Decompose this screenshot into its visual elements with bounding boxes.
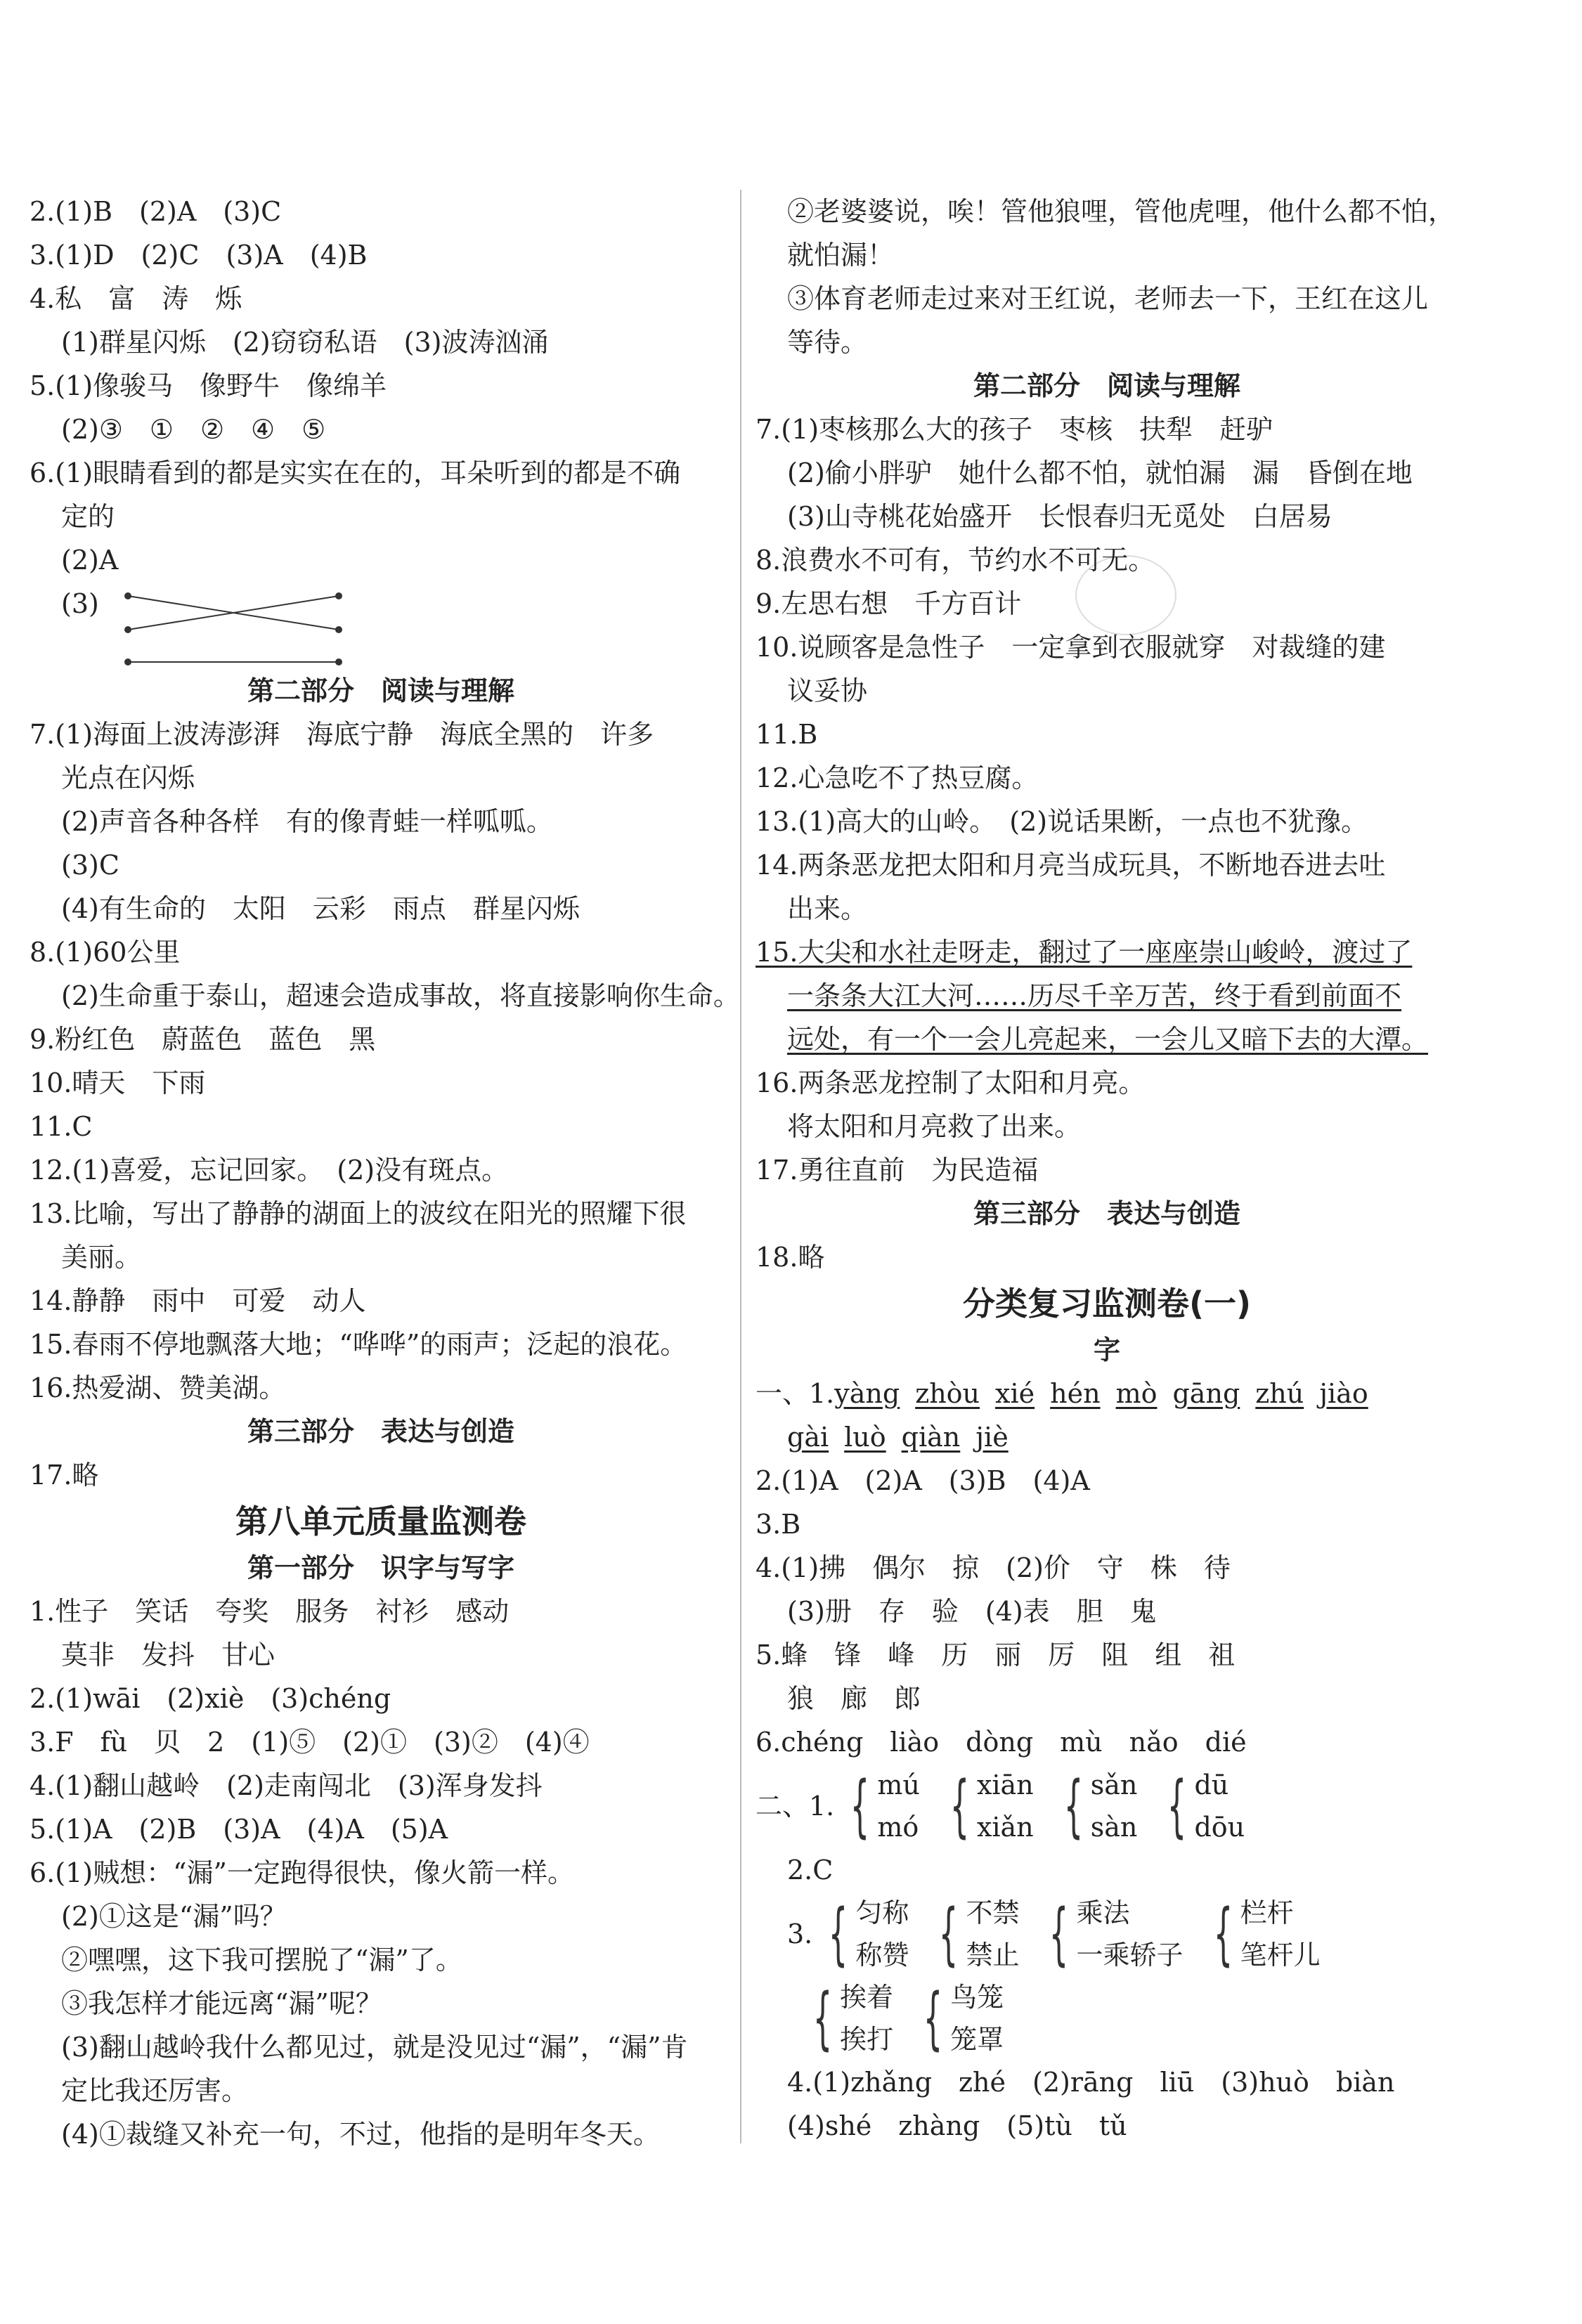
brace-item: 称赞 [855, 1940, 909, 1971]
answer-line: 14.两条恶龙把太阳和月亮当成玩具，不断地吞进去吐 [756, 850, 1386, 881]
pinyin-answer: yàng [834, 1378, 900, 1409]
answer-line: (4)shé zhàng (5)tù tǔ [787, 2110, 1127, 2141]
brace-item: 挨着 [840, 1982, 894, 2013]
answer-line: 定比我还厉害。 [61, 2075, 249, 2106]
brace-item: 不禁 [966, 1897, 1020, 1928]
brace-question [756, 1892, 1458, 1976]
answer-line: ③体育老师走过来对王红说，老师去一下，王红在这儿 [787, 283, 1429, 314]
brace-item: mó [877, 1812, 919, 1843]
brace-item: 栏杆 [1240, 1897, 1294, 1928]
answer-line: (2)声音各种各样 有的像青蛙一样呱呱。 [61, 806, 553, 837]
brace-item: 笔杆儿 [1240, 1940, 1321, 1971]
answer-line: 17.勇往直前 为民造福 [756, 1155, 1039, 1186]
answer-line: (2)偷小胖驴 她什么都不怕，就怕漏 漏 昏倒在地 [787, 457, 1413, 488]
answer-line: 5.(1)A (2)B (3)A (4)A (5)A [30, 1814, 448, 1845]
pinyin-row [756, 1372, 1458, 1415]
answer-line: 3.B [756, 1509, 801, 1540]
brace-group: { xiān xiǎn [938, 1764, 1034, 1848]
section-heading-reading: 第二部分 阅读与理解 [247, 675, 514, 706]
answer-line: (3)册 存 验 (4)表 胆 鬼 [787, 1596, 1157, 1627]
answer-line: 一条条大江大河……历尽千辛万苦，终于看到前面不 [787, 980, 1402, 1011]
brace-item: 挨打 [840, 2024, 894, 2055]
pinyin-answer: luò [844, 1422, 886, 1453]
brace-item: 匀称 [855, 1897, 909, 1928]
right-column [756, 190, 1458, 2148]
answer-line: (3)翻山越岭我什么都见过，就是没见过“漏”，“漏”肯 [61, 2032, 688, 2063]
brace-item: xiǎn [976, 1812, 1034, 1843]
answer-line: 9.粉红色 蔚蓝色 蓝色 黑 [30, 1024, 376, 1055]
brace-item: mú [877, 1770, 920, 1800]
brace-question [756, 1764, 1458, 1848]
answer-line: 4.(1)zhǎng zhé (2)rāng liū (3)huò biàn [787, 2067, 1395, 2098]
review-subtitle: 字 [1093, 1335, 1120, 1365]
answer-line: 8.浪费水不可有，节约水不可无。 [756, 545, 1155, 576]
answer-line: 10.晴天 下雨 [30, 1067, 206, 1098]
brace-group: { 不禁 禁止 [927, 1892, 1019, 1976]
answer-line: 出来。 [787, 893, 868, 924]
section-heading-express: 第三部分 表达与创造 [973, 1198, 1240, 1229]
answer-line: (1)群星闪烁 (2)窃窃私语 (3)波涛汹涌 [61, 327, 549, 358]
question-number: 一、1. [756, 1378, 835, 1409]
brace-group: { dū dōu [1155, 1764, 1245, 1848]
answer-line: 光点在闪烁 [61, 762, 195, 793]
brace-item: 笼罩 [950, 2024, 1004, 2055]
matching-question [30, 582, 732, 669]
brace-item: 乘法 [1076, 1897, 1130, 1928]
answer-line: 5.蜂 锋 峰 历 丽 厉 阻 组 祖 [756, 1640, 1236, 1670]
pinyin-answer: mò [1115, 1378, 1158, 1409]
brace-question [756, 1976, 1458, 2060]
answer-line: 6.(1)眼睛看到的都是实实在在的，耳朵听到的都是不确 [30, 457, 681, 488]
answer-line: 美丽。 [61, 1242, 142, 1273]
unit-title: 第八单元质量监测卷 [235, 1502, 526, 1540]
brace-item: 鸟笼 [950, 1982, 1004, 2013]
answer-line: ②老婆婆说，唉！管他狼哩，管他虎哩，他什么都不怕， [787, 196, 1455, 227]
answer-line: 2.(1)B (2)A (3)C [30, 196, 282, 227]
pinyin-answer: hén [1050, 1378, 1101, 1409]
matching-lines [100, 589, 353, 666]
pinyin-answer: gāng [1172, 1378, 1240, 1409]
answer-line: 18.略 [756, 1242, 825, 1273]
answer-line: 6.chéng liào dòng mù nǎo dié [756, 1727, 1247, 1758]
question-number: 3. [787, 1919, 813, 1949]
pinyin-answer: jiè [975, 1422, 1009, 1453]
answer-line: 2.C [787, 1855, 834, 1885]
answer-line: 莫非 发抖 甘心 [61, 1640, 275, 1670]
answer-line: 10.说顾客是急性子 一定拿到衣服就穿 对裁缝的建 [756, 632, 1386, 663]
brace-item: 禁止 [966, 1940, 1020, 1971]
matching-label: (3) [61, 588, 99, 619]
brace-item: sǎn [1090, 1770, 1138, 1800]
brace-group: { sǎn sàn [1052, 1764, 1138, 1848]
pinyin-answer: gài [787, 1422, 829, 1453]
answer-line: 4.(1)翻山越岭 (2)走南闯北 (3)浑身发抖 [30, 1770, 543, 1801]
answer-line: 6.(1)贼想：“漏”一定跑得很快，像火箭一样。 [30, 1857, 574, 1888]
pinyin-answer: xié [995, 1378, 1035, 1409]
brace-group: { 乘法 一乘轿子 [1037, 1892, 1183, 1976]
answer-line: 4.(1)拂 偶尔 掠 (2)价 守 株 待 [756, 1552, 1231, 1583]
pinyin-answer: jiào [1319, 1378, 1368, 1409]
answer-line: (4)有生命的 太阳 云彩 雨点 群星闪烁 [61, 893, 580, 924]
column-divider [740, 190, 741, 2143]
section-heading-express: 第三部分 表达与创造 [247, 1416, 514, 1447]
pinyin-answer: zhòu [915, 1378, 980, 1409]
answer-line: (2)A [61, 545, 119, 576]
answer-line: 2.(1)wāi (2)xiè (3)chéng [30, 1683, 391, 1714]
pinyin-row [756, 1415, 1458, 1459]
answer-line: 9.左思右想 千方百计 [756, 588, 1022, 619]
answer-line: 定的 [61, 501, 115, 532]
answer-line: 13.(1)高大的山岭。 (2)说话果断，一点也不犹豫。 [756, 806, 1368, 837]
pinyin-answer: qiàn [901, 1422, 961, 1453]
brace-group: { 挨着 挨打 [801, 1976, 893, 2060]
brace-item: sàn [1090, 1812, 1138, 1843]
question-number: 二、1. [756, 1791, 835, 1822]
brace-group: { 栏杆 笔杆儿 [1202, 1892, 1321, 1976]
answer-line: (2)生命重于泰山，超速会造成事故，将直接影响你生命。 [61, 980, 740, 1011]
answer-line: (4)①裁缝又补充一句，不过，他指的是明年冬天。 [61, 2119, 660, 2150]
section-heading-reading: 第二部分 阅读与理解 [973, 370, 1240, 401]
brace-item: dū [1194, 1770, 1229, 1800]
answer-line: 3.(1)D (2)C (3)A (4)B [30, 240, 368, 271]
answer-line: 15.春雨不停地飘落大地；“哗哗”的雨声；泛起的浪花。 [30, 1329, 687, 1360]
answer-line: 11.C [30, 1111, 93, 1142]
answer-line: 12.(1)喜爱，忘记回家。 (2)没有斑点。 [30, 1155, 509, 1186]
pinyin-answer: zhú [1255, 1378, 1304, 1409]
answer-line: 3.F fù 贝 2 (1)⑤ (2)① (3)② (4)④ [30, 1727, 590, 1758]
answer-line: (2)③ ① ② ④ ⑤ [61, 414, 326, 445]
answer-line: 8.(1)60公里 [30, 937, 181, 968]
answer-line: 7.(1)枣核那么大的孩子 枣核 扶犁 赶驴 [756, 414, 1273, 445]
answer-line: 等待。 [787, 327, 868, 358]
left-column [30, 190, 740, 2156]
brace-item: 一乘轿子 [1076, 1940, 1184, 1971]
answer-line: 就怕漏！ [787, 240, 895, 271]
answer-line: 13.比喻，写出了静静的湖面上的波纹在阳光的照耀下很 [30, 1198, 687, 1229]
answer-line: (3)山寺桃花始盛开 长恨春归无觅处 白居易 [787, 501, 1333, 532]
answer-line: ③我怎样才能远离“漏”呢？ [61, 1988, 382, 2019]
answer-line: 将太阳和月亮救了出来。 [787, 1111, 1082, 1142]
answer-line: 7.(1)海面上波涛澎湃 海底宁静 海底全黑的 许多 [30, 719, 654, 750]
answer-line: 1.性子 笑话 夸奖 服务 衬衫 感动 [30, 1596, 510, 1627]
answer-line: 议妥协 [787, 675, 868, 706]
answer-line: ②嘿嘿，这下我可摆脱了“漏”了。 [61, 1945, 462, 1975]
answer-line: 16.两条恶龙控制了太阳和月亮。 [756, 1067, 1146, 1098]
brace-item: xiān [976, 1770, 1034, 1800]
answer-line: 12.心急吃不了热豆腐。 [756, 762, 1039, 793]
answer-line: (3)C [61, 850, 119, 881]
answer-line: 5.(1)像骏马 像野牛 像绵羊 [30, 370, 387, 401]
answer-line: 4.私 富 涛 烁 [30, 283, 242, 314]
answer-line: 2.(1)A (2)A (3)B (4)A [756, 1465, 1090, 1496]
answer-line: (2)①这是“漏”吗？ [61, 1901, 287, 1932]
answer-line: 14.静静 雨中 可爱 动人 [30, 1285, 366, 1316]
answer-line: 狼 廊 郎 [787, 1683, 921, 1714]
brace-group: { 匀称 称赞 [817, 1892, 909, 1976]
brace-group: { 鸟笼 笼罩 [912, 1976, 1004, 2060]
answer-line: 15.大尖和水社走呀走，翻过了一座座崇山峻岭，渡过了 [756, 937, 1413, 968]
answer-line: 远处，有一个一会儿亮起来，一会儿又暗下去的大潭。 [787, 1024, 1429, 1055]
brace-group: { mú mó [838, 1764, 920, 1848]
answer-line: 16.热爱湖、赞美湖。 [30, 1372, 286, 1403]
answer-line: 11.B [756, 719, 818, 750]
answer-line: 17.略 [30, 1460, 99, 1491]
brace-item: dōu [1194, 1812, 1245, 1843]
section-heading-write: 第一部分 识字与写字 [247, 1552, 514, 1583]
review-title: 分类复习监测卷(一) [962, 1285, 1252, 1323]
